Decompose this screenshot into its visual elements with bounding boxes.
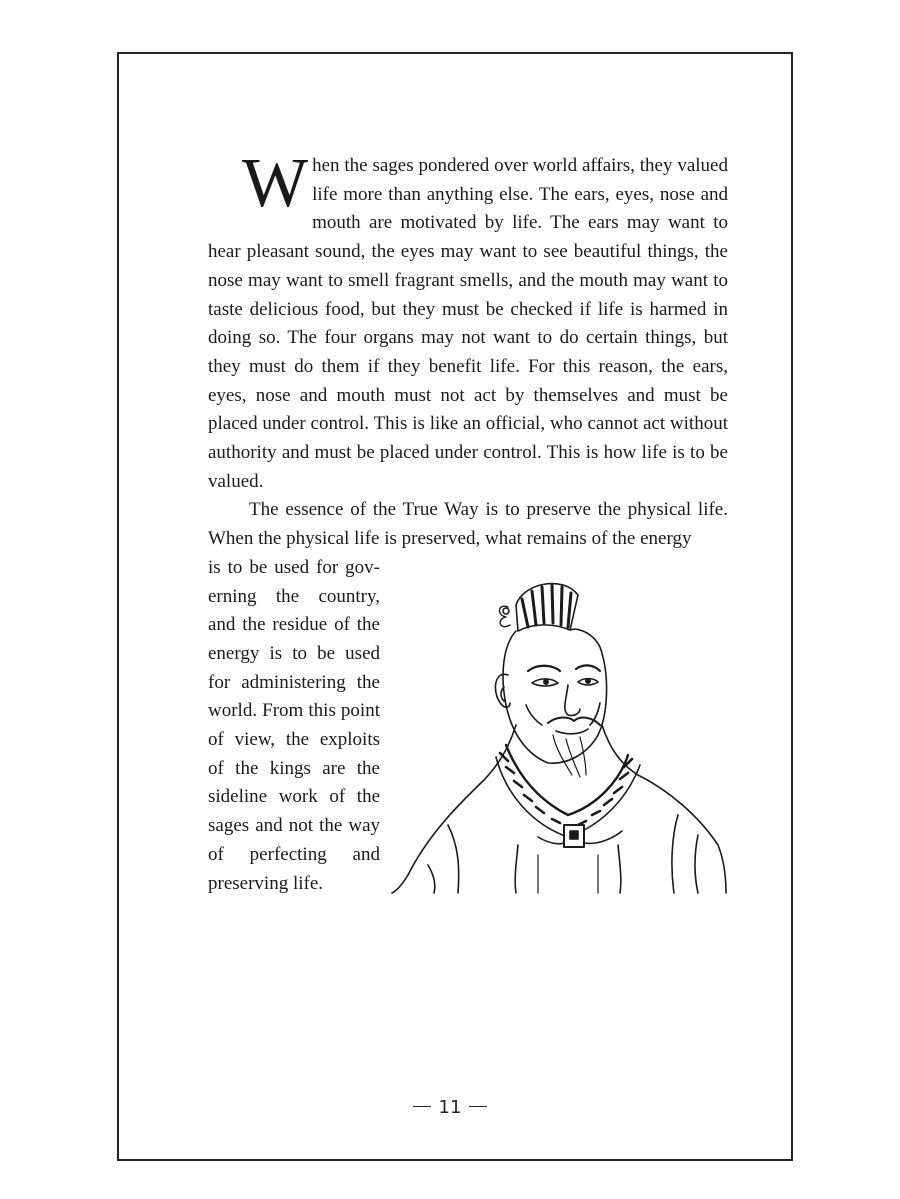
page-number-footer [0, 1097, 900, 1118]
paragraph-2: The essence of the True Way is to preserve the physical life. When the physical life is preserved, what remains of the energy [208, 499, 728, 550]
sage-portrait-illustration [388, 575, 728, 895]
face [495, 629, 606, 777]
left-dash [413, 1106, 431, 1107]
headdress [499, 584, 578, 631]
robe [392, 725, 726, 893]
paragraph-1 [208, 145, 728, 496]
right-dash [469, 1106, 487, 1107]
paragraph-1-text: hen the sages pondered over world affairs, they valued life more than anything else. The ears, eyes, nose and mouth are motivated by life. The ears may want to hear pleasant sound, the eyes may want to see beautiful things, the nose may want to smell fragrant smells, and the mouth may want to taste delicious food, but they must be checked if life is harmed in doing so. The four organs may not want to do certain things, but they must do them if they benefit life. For this reason, the ears, eyes, nose and mouth must not act by themselves and must be placed under control. This is like an official, who cannot act without authority and must be placed under control. This is how life is to be valued. [208, 155, 728, 492]
page-number: 11 [438, 1097, 462, 1118]
drop-cap: W [242, 145, 309, 222]
paragraph-3: is to be used for governing the country, and the residue of the energy is to be used for administering the world. From this point of view, the exploits of the kings are the sideline work of the sages and not the way of perfecting and preserving life. [208, 556, 380, 894]
